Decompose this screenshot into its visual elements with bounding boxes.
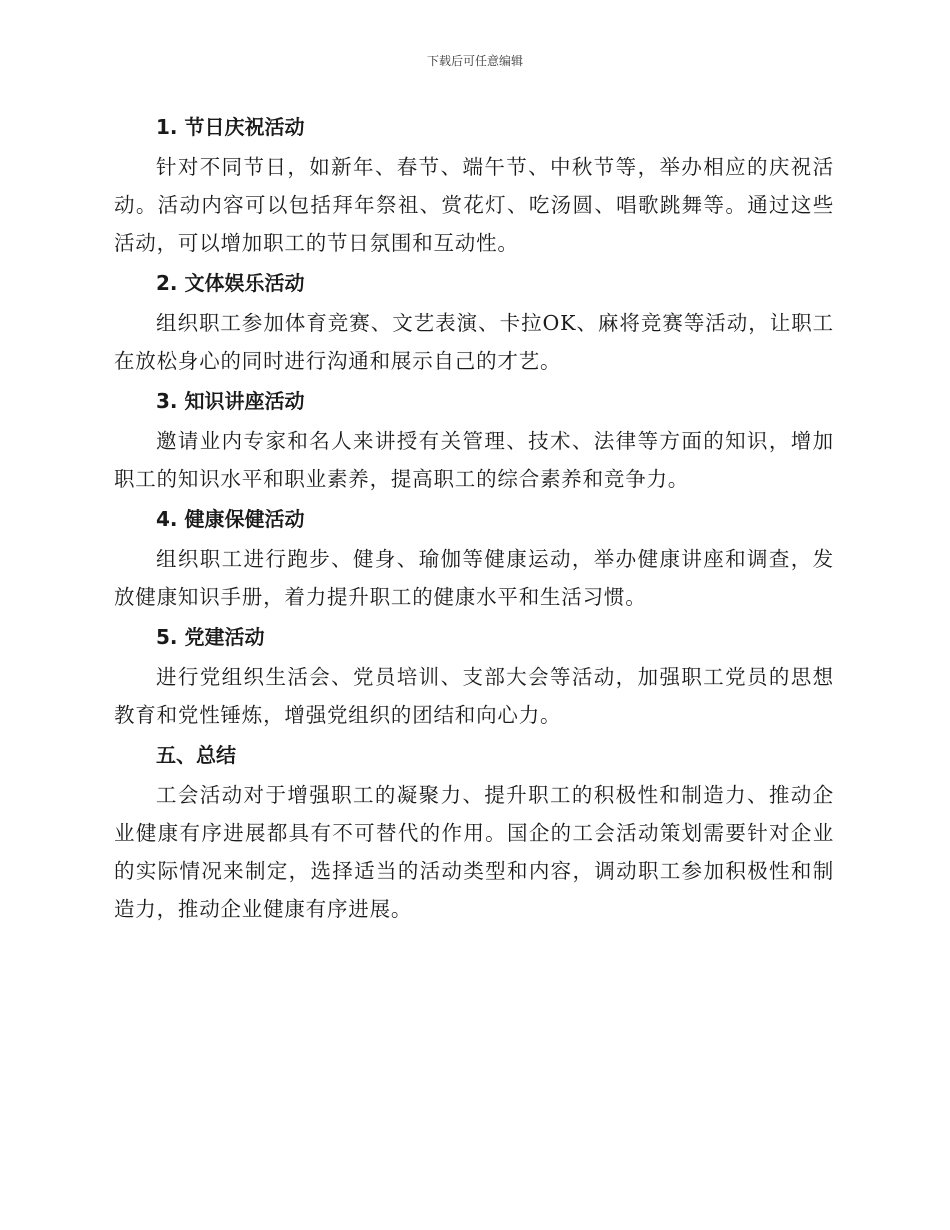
section-heading: 2. 文体娱乐活动 <box>156 271 305 295</box>
section-heading: 4. 健康保健活动 <box>156 507 305 531</box>
section-paragraph: 组织职工进行跑步、健身、瑜伽等健康运动，举办健康讲座和调查，发放健康知识手册，着力提升职工的健康水平和生活习惯。 <box>114 547 834 609</box>
section-heading: 1. 节日庆祝活动 <box>156 115 305 139</box>
section-lecture-activities <box>114 384 834 498</box>
section-festival-activities <box>114 110 834 262</box>
section-paragraph: 进行党组织生活会、党员培训、支部大会等活动，加强职工党员的思想教育和党性锤炼，增强党组织的团结和向心力。 <box>114 665 834 727</box>
section-heading: 5. 党建活动 <box>156 625 265 649</box>
section-heading: 3. 知识讲座活动 <box>156 389 305 413</box>
section-sports-entertainment <box>114 266 834 380</box>
page-header: 下载后可任意编辑 <box>426 54 523 68</box>
document-body <box>114 110 834 928</box>
section-health-activities <box>114 502 834 616</box>
section-paragraph: 工会活动对于增强职工的凝聚力、提升职工的积极性和制造力、推动企业健康有序进展都具有不可替代的作用。国企的工会活动策划需要针对企业的实际情况来制定，选择适当的活动类型和内容，调动职工参加积极性和制造力，推动企业健康有序进展。 <box>114 783 834 921</box>
section-paragraph: 针对不同节日，如新年、春节、端午节、中秋节等，举办相应的庆祝活动。活动内容可以包括拜年祭祖、赏花灯、吃汤圆、唱歌跳舞等。通过这些活动，可以增加职工的节日氛围和互动性。 <box>114 155 834 255</box>
section-party-building <box>114 620 834 734</box>
section-summary <box>114 738 834 928</box>
section-paragraph: 组织职工参加体育竞赛、文艺表演、卡拉OK、麻将竞赛等活动，让职工在放松身心的同时进行沟通和展示自己的才艺。 <box>114 311 834 373</box>
section-heading: 五、总结 <box>156 743 236 767</box>
section-paragraph: 邀请业内专家和名人来讲授有关管理、技术、法律等方面的知识，增加职工的知识水平和职业素养，提高职工的综合素养和竞争力。 <box>114 429 834 491</box>
